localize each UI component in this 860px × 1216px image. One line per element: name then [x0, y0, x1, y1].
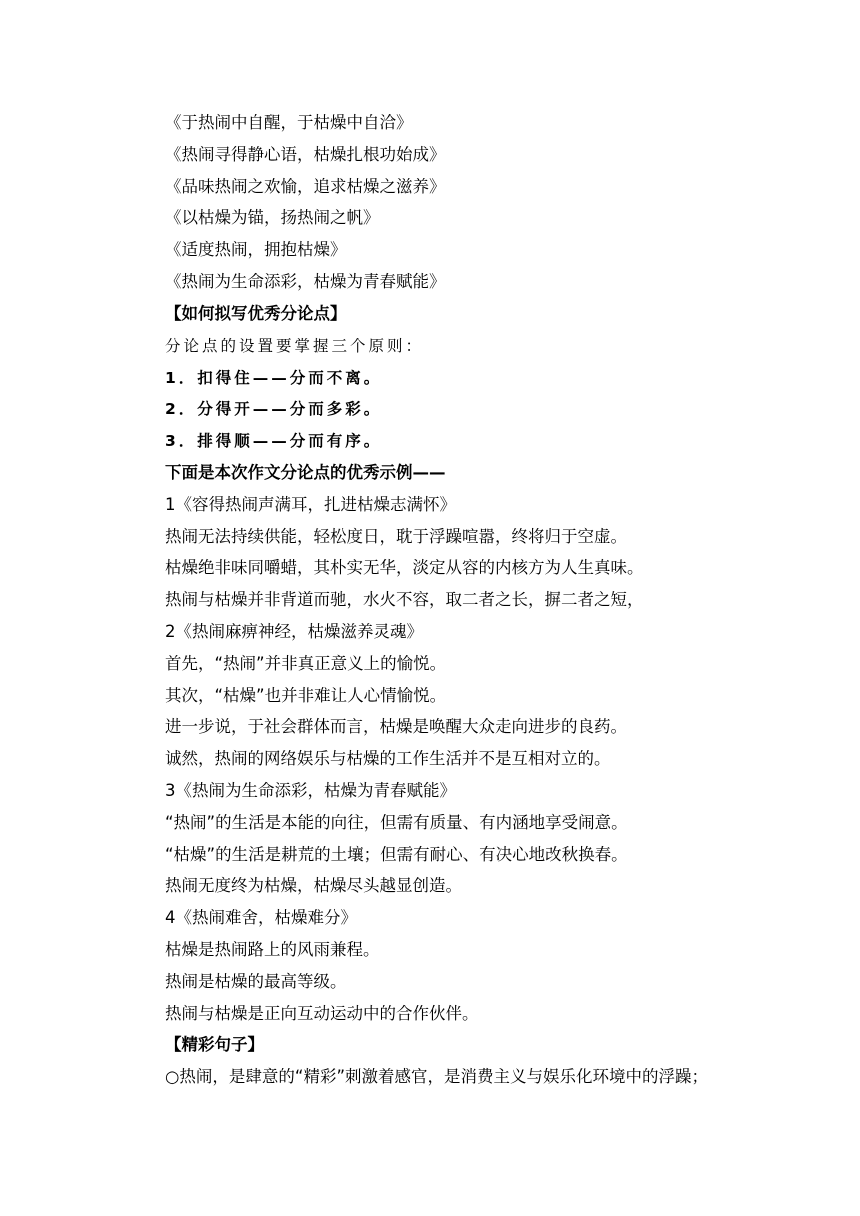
principles-intro: 分论点的设置要掌握三个原则： — [165, 337, 425, 355]
example-2-point-1: 首先，“热闹”并非真正意义上的愉悦。 — [165, 654, 447, 673]
example-2-title: 2《热闹麻痹神经，枯燥滋养灵魂》 — [165, 622, 423, 641]
title-option-4: 《以枯燥为锚，扬热闹之帆》 — [165, 208, 380, 227]
example-1-title: 1《容得热闹声满耳，扎进枯燥志满怀》 — [165, 495, 456, 514]
examples-heading: 下面是本次作文分论点的优秀示例—— — [165, 463, 446, 482]
example-3-point-3: 热闹无度终为枯燥，枯燥尽头越显创造。 — [165, 876, 462, 895]
example-4-point-1: 枯燥是热闹路上的风雨兼程。 — [165, 940, 380, 959]
example-4-title: 4《热闹难舍，枯燥难分》 — [165, 908, 357, 927]
title-option-1: 《于热闹中自醒，于枯燥中自洽》 — [165, 113, 413, 132]
sentence-1: ○热闹，是肆意的“精彩”刺激着感官，是消费主义与娱乐化环境中的浮躁； — [165, 1067, 708, 1086]
title-option-6: 《热闹为生命添彩，枯燥为青春赋能》 — [165, 272, 446, 291]
example-1-point-3: 热闹与枯燥并非背道而驰，水火不容，取二者之长，摒二者之短， — [165, 590, 644, 609]
title-option-2: 《热闹寻得静心语，枯燥扎根功始成》 — [165, 145, 446, 164]
example-2-point-4: 诚然，热闹的网络娱乐与枯燥的工作生活并不是互相对立的。 — [165, 749, 611, 768]
example-3-point-2: “枯燥”的生活是耕荒的土壤；但需有耐心、有决心地改秋换春。 — [165, 845, 628, 864]
example-4-point-3: 热闹与枯燥是正向互动运动中的合作伙伴。 — [165, 1004, 479, 1023]
example-2-point-2: 其次，“枯燥”也并非难让人心情愉悦。 — [165, 686, 447, 705]
section-heading-subpoints: 【如何拟写优秀分论点】 — [165, 304, 347, 323]
example-3-point-1: “热闹”的生活是本能的向往，但需有质量、有内涵地享受闹意。 — [165, 813, 628, 832]
principle-1: 1．扣得住——分而不离。 — [165, 369, 383, 387]
title-option-3: 《品味热闹之欢愉，追求枯燥之滋养》 — [165, 177, 446, 196]
principle-2: 2．分得开——分而多彩。 — [165, 400, 383, 418]
example-3-title: 3《热闹为生命添彩，枯燥为青春赋能》 — [165, 781, 456, 800]
example-2-point-3: 进一步说，于社会群体而言，枯燥是唤醒大众走向进步的良药。 — [165, 717, 627, 736]
example-4-point-2: 热闹是枯燥的最高等级。 — [165, 972, 347, 991]
section-heading-sentences: 【精彩句子】 — [165, 1035, 264, 1054]
example-1-point-2: 枯燥绝非味同嚼蜡，其朴实无华，淡定从容的内核方为人生真味。 — [165, 558, 644, 577]
example-1-point-1: 热闹无法持续供能，轻松度日，耽于浮躁喧嚣，终将归于空虚。 — [165, 527, 627, 546]
title-option-5: 《适度热闹，拥抱枯燥》 — [165, 240, 347, 259]
principle-3: 3．排得顺——分而有序。 — [165, 432, 383, 450]
